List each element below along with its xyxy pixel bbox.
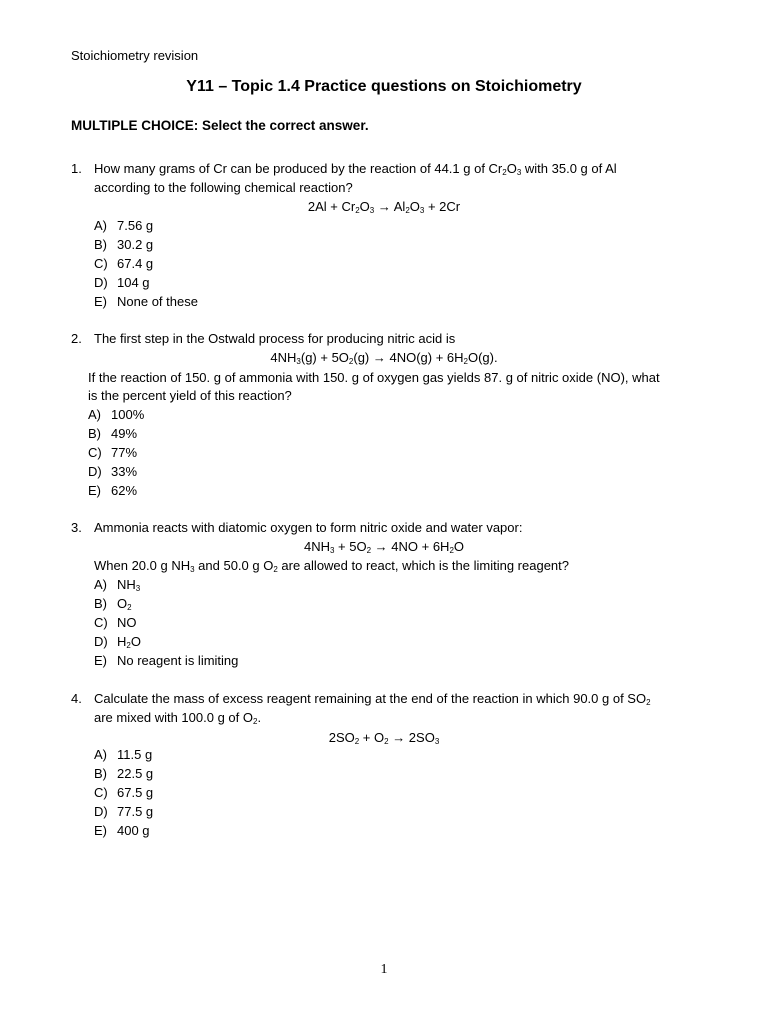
- question-text-continued: When 20.0 g $NH_3$ and 50.0 g $O_2$ are allowed to react, which is the limiting reagent?: [94, 558, 570, 574]
- option-e-text: 62%: [111, 483, 138, 498]
- option-a-text: 11.5 g: [117, 747, 153, 762]
- option-a-letter: A): [88, 407, 101, 422]
- option-b-letter: B): [94, 237, 107, 252]
- question-text-continued: If the reaction of 150. g of ammonia with 150. g of oxygen gas yields 87. g of nitric oxide (NO), what: [88, 370, 660, 385]
- option-c-letter: C): [94, 256, 108, 271]
- option-c-letter: C): [94, 785, 108, 800]
- option-e-letter: E): [88, 483, 101, 498]
- page-title: Y11 – Topic 1.4 Practice questions on Stoichiometry: [186, 78, 582, 95]
- section-instructions: MULTIPLE CHOICE: Select the correct answer.: [71, 118, 369, 133]
- page-number: 1: [380, 962, 388, 977]
- option-e-text: None of these: [117, 294, 198, 309]
- option-c-text: 67.5 g: [117, 785, 154, 800]
- chemical-equation: $4NH_3(g) + 5O_2(g) \to 4NO(g) + 6H_2O(g)$.: [270, 350, 498, 366]
- question-text-continued: are mixed with 100.0 g of $O_2$.: [94, 710, 262, 726]
- chemical-equation: $2Al + Cr_2O_3 \to Al_2O_3 + 2Cr$: [307, 199, 461, 215]
- question-text: The first step in the Ostwald process for producing nitric acid is: [94, 331, 456, 346]
- option-d-text: 104 g: [117, 275, 150, 290]
- option-c-text: 77%: [111, 445, 138, 460]
- option-e-text: No reagent is limiting: [117, 653, 239, 668]
- question-number: 3.: [71, 520, 82, 535]
- option-c-letter: C): [88, 445, 102, 460]
- option-b-text: 30.2 g: [117, 237, 154, 252]
- option-d-text: 77.5 g: [117, 804, 154, 819]
- option-b-letter: B): [88, 426, 101, 441]
- option-e-letter: E): [94, 653, 107, 668]
- question-text-continued: according to the following chemical reaction?: [94, 180, 353, 195]
- chemical-equation: $4NH_3 + 5O_2 \to 4NO + 6H_2O$: [303, 539, 465, 555]
- option-d-letter: D): [94, 634, 108, 649]
- option-c-letter: C): [94, 615, 108, 630]
- option-c-text: 67.4 g: [117, 256, 154, 271]
- question-text-continued: is the percent yield of this reaction?: [88, 388, 292, 403]
- question-text: Ammonia reacts with diatomic oxygen to form nitric oxide and water vapor:: [94, 520, 523, 535]
- question-number: 4.: [71, 691, 82, 706]
- option-b-text: $O_2$: [117, 596, 132, 612]
- option-a-letter: A): [94, 577, 107, 592]
- option-d-text: $H_2O$: [117, 634, 141, 650]
- option-b-letter: B): [94, 596, 107, 611]
- option-b-letter: B): [94, 766, 107, 781]
- option-e-text: 400 g: [117, 823, 150, 838]
- option-d-letter: D): [94, 275, 108, 290]
- option-e-letter: E): [94, 294, 107, 309]
- option-d-text: 33%: [111, 464, 138, 479]
- chemical-equation: $2SO_2 + O_2 \to 2SO_3$: [328, 730, 440, 746]
- option-e-letter: E): [94, 823, 107, 838]
- option-b-text: 22.5 g: [117, 766, 154, 781]
- question-number: 1.: [71, 161, 82, 176]
- question-text: Calculate the mass of excess reagent remaining at the end of the reaction in which 90.0 g of $SO_2$: [94, 691, 651, 707]
- option-a-text: 7.56 g: [117, 218, 154, 233]
- option-a-text: 100%: [111, 407, 145, 422]
- option-c-text: NO: [117, 615, 137, 630]
- option-d-letter: D): [94, 804, 108, 819]
- question-text: How many grams of Cr can be produced by the reaction of 44.1 g of $Cr_2O_3$ with 35.0 g of Al: [94, 161, 617, 177]
- document-header: Stoichiometry revision: [71, 48, 199, 63]
- option-a-letter: A): [94, 218, 107, 233]
- option-d-letter: D): [88, 464, 102, 479]
- question-number: 2.: [71, 331, 82, 346]
- option-b-text: 49%: [111, 426, 138, 441]
- option-a-letter: A): [94, 747, 107, 762]
- option-a-text: $NH_3$: [117, 577, 141, 593]
